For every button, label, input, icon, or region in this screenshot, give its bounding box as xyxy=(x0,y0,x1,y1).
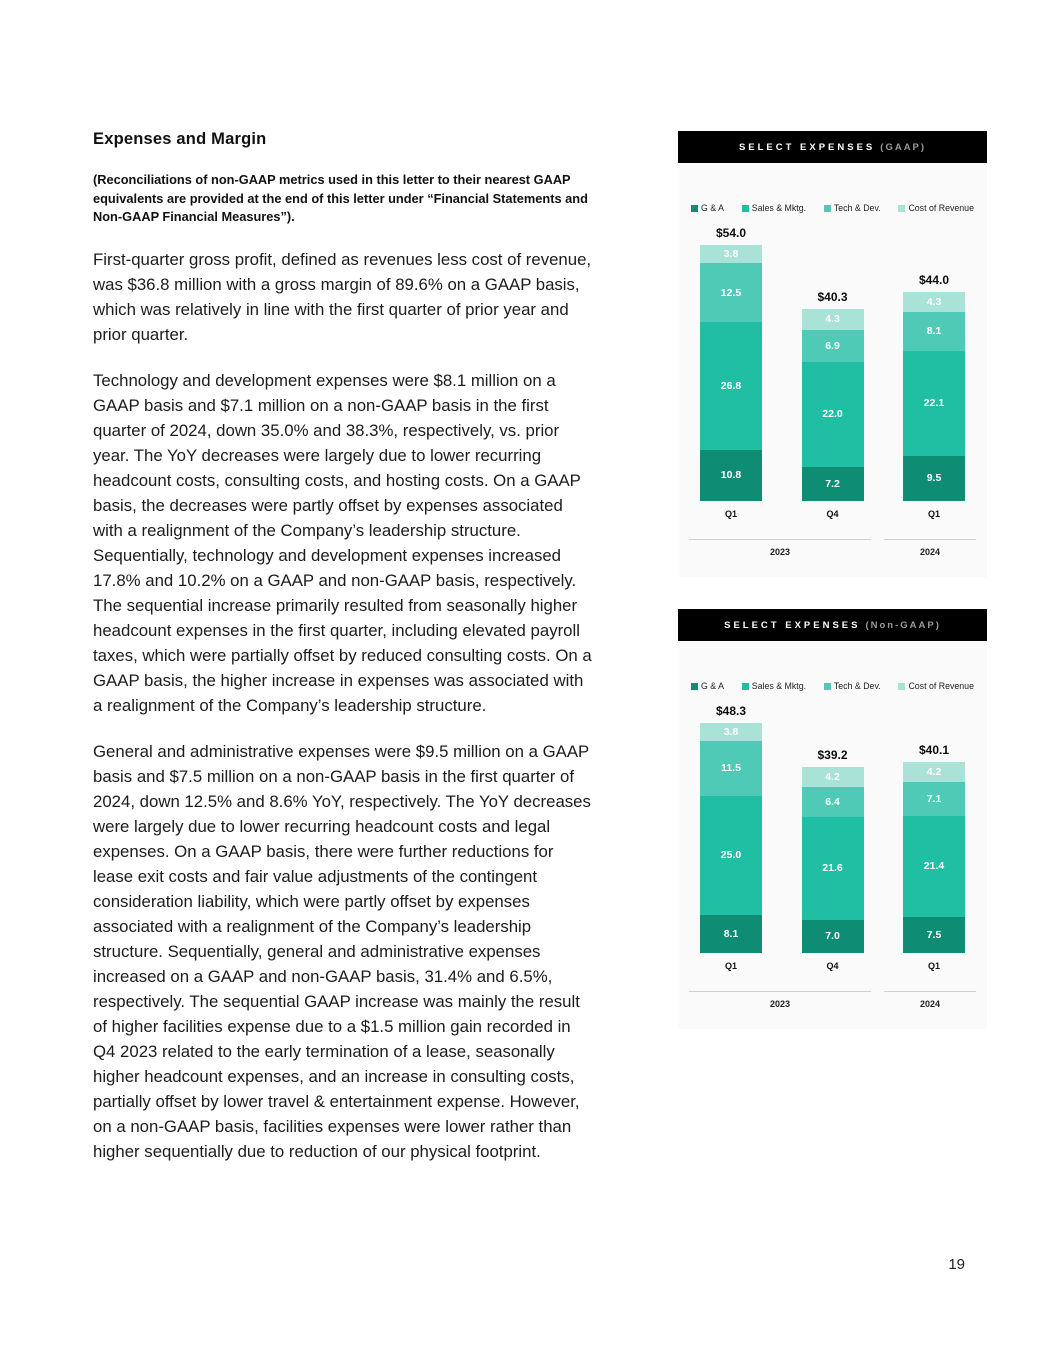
segment-value: 21.4 xyxy=(923,860,945,873)
legend-item-g-a xyxy=(691,203,724,213)
bar-column-q4-1 xyxy=(802,748,864,953)
legend-label: Cost of Revenue xyxy=(908,203,974,213)
segment-value: 3.8 xyxy=(723,247,739,260)
category-label: Q4 xyxy=(826,961,839,972)
bar-segment-tech-dev xyxy=(903,782,965,816)
bar-segment-sales-mktg xyxy=(700,322,762,449)
bar-segment-g-a xyxy=(802,467,864,501)
segment-value: 6.9 xyxy=(825,339,840,352)
segment-value: 4.2 xyxy=(926,765,942,778)
bar-segment-cost-of-revenue xyxy=(903,292,965,312)
bar-column-q1-0 xyxy=(700,226,762,501)
bar-segment-g-a xyxy=(903,917,965,953)
legend-item-cost-of-revenue xyxy=(898,681,974,691)
segment-value: 12.5 xyxy=(720,286,742,299)
category-axis xyxy=(678,961,987,971)
segment-value: 25.0 xyxy=(720,848,742,861)
segment-value: 7.2 xyxy=(825,477,840,490)
legend-label: G & A xyxy=(701,681,724,692)
legend-label: Cost of Revenue xyxy=(908,681,974,692)
bar-total-label: $54.0 xyxy=(715,226,747,240)
legend-label: Sales & Mktg. xyxy=(751,681,807,692)
stacked-bar xyxy=(903,292,965,501)
bar-segment-cost-of-revenue xyxy=(700,245,762,263)
legend-swatch xyxy=(742,205,749,212)
segment-value: 9.5 xyxy=(926,472,942,485)
bar-segment-g-a xyxy=(903,456,965,501)
segment-value: 8.1 xyxy=(723,927,739,940)
bar-segment-sales-mktg xyxy=(903,351,965,456)
legend-item-sales-mktg xyxy=(742,203,806,213)
legend-item-g-a xyxy=(691,681,724,691)
segment-value: 4.2 xyxy=(825,770,840,783)
page-number: 19 xyxy=(948,1256,965,1273)
bar-segment-tech-dev xyxy=(802,330,864,363)
chart-legend xyxy=(678,681,987,691)
bar-total-label: $40.3 xyxy=(817,290,848,305)
year-label-2023: 2023 xyxy=(689,539,871,557)
stacked-bar xyxy=(700,245,762,501)
segment-value: 26.8 xyxy=(720,379,742,392)
bar-segment-g-a xyxy=(802,920,864,953)
category-label: Q1 xyxy=(927,961,940,972)
bar-segment-g-a xyxy=(700,915,762,954)
legend-swatch xyxy=(898,205,905,212)
segment-value: 21.6 xyxy=(822,862,843,875)
bar-segment-cost-of-revenue xyxy=(802,767,864,787)
legend-swatch xyxy=(824,205,831,212)
year-axis xyxy=(678,539,987,557)
chart-title-bar xyxy=(678,131,987,163)
stacked-bar xyxy=(802,309,864,501)
legend-swatch xyxy=(824,683,831,690)
bar-total-label: $40.1 xyxy=(918,743,950,758)
bar-segment-tech-dev xyxy=(903,312,965,351)
chart-select-expenses-non-gaap xyxy=(678,609,987,1029)
bar-segment-cost-of-revenue xyxy=(802,309,864,329)
bar-total-label: $48.3 xyxy=(715,704,747,719)
bar-segment-tech-dev xyxy=(802,787,864,817)
bar-segment-tech-dev xyxy=(700,263,762,322)
segment-value: 6.4 xyxy=(825,795,840,808)
chart-title: SELECT EXPENSES xyxy=(724,619,861,631)
chart-plot xyxy=(678,226,987,501)
segment-value: 22.1 xyxy=(923,397,945,410)
chart-plot xyxy=(678,704,987,953)
bar-column-q1-2 xyxy=(903,743,965,953)
bar-segment-cost-of-revenue xyxy=(903,762,965,782)
legend-label: G & A xyxy=(701,203,724,213)
category-label: Q1 xyxy=(724,961,737,972)
chart-title: SELECT EXPENSES xyxy=(738,141,876,153)
chart-title-suffix: (Non-GAAP) xyxy=(865,619,941,631)
bar-segment-sales-mktg xyxy=(802,817,864,920)
bar-segment-g-a xyxy=(700,450,762,501)
chart-select-expenses-gaap xyxy=(678,131,987,577)
legend-label: Tech & Dev. xyxy=(833,203,881,213)
legend-swatch xyxy=(742,683,749,690)
bar-segment-sales-mktg xyxy=(802,362,864,467)
chart-title-bar xyxy=(678,609,987,641)
reconciliation-note: (Reconciliations of non-GAAP metrics used in this letter to their nearest GAAP equivalents are provided at the end of this letter under “Financial Statements and Non-GAAP Financial Measures”). xyxy=(93,172,588,225)
year-axis xyxy=(678,991,987,1009)
legend-swatch xyxy=(691,683,698,690)
chart-legend xyxy=(678,203,987,213)
bar-total-label: $44.0 xyxy=(918,273,950,288)
legend-label: Tech & Dev. xyxy=(833,681,881,692)
segment-value: 7.0 xyxy=(825,930,840,943)
bar-column-q1-0 xyxy=(700,704,762,953)
year-label-2024: 2024 xyxy=(884,539,976,557)
chart-title-suffix: (GAAP) xyxy=(880,141,927,153)
bar-segment-sales-mktg xyxy=(700,796,762,915)
legend-label: Sales & Mktg. xyxy=(751,203,807,213)
bar-segment-cost-of-revenue xyxy=(700,723,762,741)
segment-value: 22.0 xyxy=(822,408,843,421)
legend-item-tech-dev xyxy=(824,203,881,213)
stacked-bar xyxy=(903,762,965,953)
text-column xyxy=(93,130,595,1185)
bar-total-label: $39.2 xyxy=(817,747,848,762)
legend-item-sales-mktg xyxy=(742,681,806,691)
bar-column-q1-2 xyxy=(903,273,965,501)
bar-column-q4-1 xyxy=(802,290,864,501)
segment-value: 7.5 xyxy=(926,929,942,942)
section-heading: Expenses and Margin xyxy=(93,130,267,148)
category-label: Q1 xyxy=(927,509,940,520)
legend-item-tech-dev xyxy=(824,681,881,691)
paragraph-gross-profit: First-quarter gross profit, defined as revenues less cost of revenue, was $36.8 million with a gross margin of 89.6% on a GAAP basis, which was relatively in line with the first quarter of prior year and prior quarter. xyxy=(93,249,592,344)
stacked-bar xyxy=(700,723,762,953)
paragraph-general-admin-expenses: General and administrative expenses were $9.5 million on a GAAP basis and $7.5 million on a non-GAAP basis in the first quarter of 2024, down 12.5% and 8.6% YoY, respectively. The YoY decreases were largely due to lower recurring headcount costs and legal expenses. On a GAAP basis, there were further reductions for lease exit costs and fair value adjustments of the contingent consideration liability, which were partly offset by expenses associated with a realignment of the Company’s leadership structure. Sequentially, general and administrative expenses increased on a GAAP and non-GAAP basis, 31.4% and 6.5%, respectively. The sequential GAAP increase was mainly the result of higher facilities expense due to a $1.5 million gain recorded in Q4 2023 related to the early termination of a lease, seasonally higher headcount expenses, and an increase in consulting costs, partially offset by lower travel & entertainment expense. However, on a non-GAAP basis, facilities expenses were lower rather than higher sequentially due to reduction of our physical footprint. xyxy=(93,741,591,1161)
segment-value: 10.8 xyxy=(720,469,742,482)
stacked-bar xyxy=(802,767,864,953)
category-label: Q4 xyxy=(826,509,839,520)
bar-segment-tech-dev xyxy=(700,741,762,796)
segment-value: 11.5 xyxy=(721,762,741,775)
year-label-2023: 2023 xyxy=(689,991,871,1009)
paragraph-tech-dev-expenses: Technology and development expenses were $8.1 million on a GAAP basis and $7.1 million on a non-GAAP basis in the first quarter of 2024, down 35.0% and 38.3%, respectively, vs. prior year. The YoY decreases were largely due to lower recurring headcount costs, consulting costs, and hosting costs. On a GAAP basis, the decreases were partly offset by expenses associated with a realignment of the Company’s leadership structure. Sequentially, technology and development expenses increased 17.8% and 10.2% on a GAAP and non-GAAP basis, respectively. The sequential increase primarily resulted from seasonally higher headcount expenses in the first quarter, including elevated payroll taxes, which were partially offset by reduced consulting costs. On a GAAP basis, the higher increase in expenses was associated with a realignment of the Company’s leadership structure. xyxy=(93,370,592,715)
segment-value: 7.1 xyxy=(926,792,942,805)
segment-value: 3.8 xyxy=(723,725,739,738)
legend-swatch xyxy=(691,205,698,212)
year-label-2024: 2024 xyxy=(884,991,976,1009)
bar-segment-sales-mktg xyxy=(903,816,965,918)
category-axis xyxy=(678,509,987,519)
segment-value: 4.3 xyxy=(926,296,942,309)
category-label: Q1 xyxy=(724,509,737,520)
segment-value: 4.3 xyxy=(825,313,840,326)
chart-column xyxy=(678,131,987,1061)
legend-item-cost-of-revenue xyxy=(898,203,974,213)
legend-swatch xyxy=(898,683,905,690)
segment-value: 8.1 xyxy=(926,325,942,338)
